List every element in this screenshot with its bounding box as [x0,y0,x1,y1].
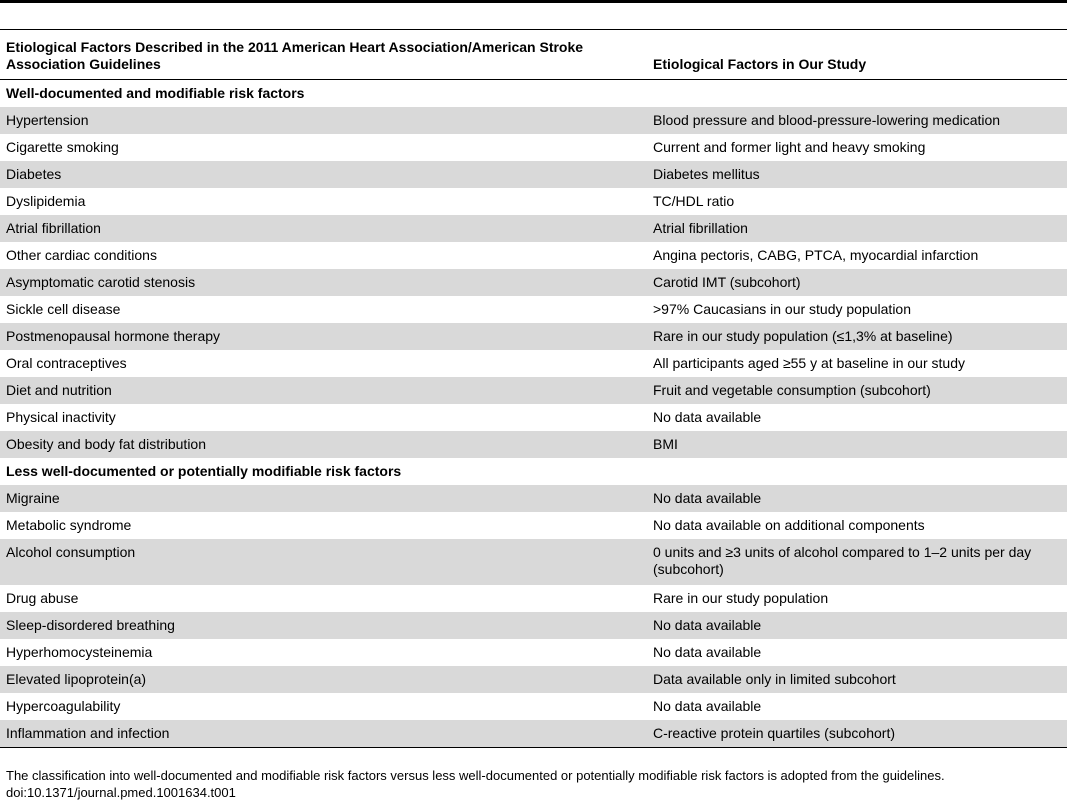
study-factor-cell: C-reactive protein quartiles (subcohort) [650,720,1067,748]
study-factor-cell: Fruit and vegetable consumption (subcohort) [650,377,1067,404]
study-factor-cell: BMI [650,431,1067,458]
table-row [0,666,1067,693]
footnote-doi: doi:10.1371/journal.pmed.1001634.t001 [6,785,236,800]
study-factor-cell: Atrial fibrillation [650,215,1067,242]
table-row [0,269,1067,296]
risk-factor-table [0,30,1067,748]
guideline-factor-cell: Oral contraceptives [6,355,127,371]
table-row [0,296,1067,323]
table-row [0,720,1067,748]
table-footnote [6,767,1064,801]
guideline-factor-cell: Elevated lipoprotein(a) [0,666,650,693]
study-factor-cell: Current and former light and heavy smoking [653,139,926,155]
study-factor-cell: Rare in our study population [653,590,829,606]
column-header-guidelines: Etiological Factors Described in the 2011 American Heart Association/American Stroke Association Guidelines [0,30,650,80]
study-factor-cell: No data available [650,612,1067,639]
guideline-factor-cell: Inflammation and infection [0,720,650,748]
guideline-factor-cell: Migraine [0,485,650,512]
caption-area [0,3,1067,29]
table-row [0,512,1067,539]
table-row [0,612,1067,639]
table-row [0,485,1067,512]
guideline-factor-cell: Postmenopausal hormone therapy [0,323,650,350]
guideline-factor-cell: Hypertension [0,107,650,134]
table-row [0,134,1067,161]
table-row [0,161,1067,188]
guideline-factor-cell: Metabolic syndrome [6,517,132,533]
guideline-factor-cell: Alcohol consumption [0,539,650,585]
table-header-row [0,30,1067,80]
table-row [0,350,1067,377]
section-heading: Less well-documented or potentially modifiable risk factors [6,463,402,479]
guideline-factor-cell: Diabetes [0,161,650,188]
study-factor-cell: Carotid IMT (subcohort) [650,269,1067,296]
guideline-factor-cell: Physical inactivity [6,409,116,425]
guideline-factor-cell: Asymptomatic carotid stenosis [0,269,650,296]
section-heading: Well-documented and modifiable risk factors [6,85,305,101]
table-row [0,377,1067,404]
guideline-factor-cell: Diet and nutrition [0,377,650,404]
guideline-factor-cell: Hypercoagulability [6,698,121,714]
study-factor-cell: Data available only in limited subcohort [650,666,1067,693]
study-factor-cell: >97% Caucasians in our study population [653,301,912,317]
table-body [0,80,1067,748]
guideline-factor-cell: Sickle cell disease [6,301,121,317]
guideline-factor-cell: Dyslipidemia [6,193,86,209]
table-row [0,404,1067,431]
study-factor-cell: No data available [650,485,1067,512]
study-factor-cell: No data available [653,644,762,660]
study-factor-cell [650,80,1067,108]
table-row [0,242,1067,269]
table-row [0,585,1067,612]
table-row [0,431,1067,458]
study-factor-cell: No data available [653,409,762,425]
guideline-factor-cell: Other cardiac conditions [6,247,157,263]
table-row [0,323,1067,350]
study-factor-cell [650,458,1067,485]
study-factor-cell: Diabetes mellitus [650,161,1067,188]
study-factor-cell: Blood pressure and blood-pressure-lowering medication [650,107,1067,134]
study-factor-cell: Angina pectoris, CABG, PTCA, myocardial infarction [653,247,979,263]
table-section-row [0,458,1067,485]
table-row [0,188,1067,215]
column-header-study: Etiological Factors in Our Study [650,30,1067,80]
guideline-factor-cell: Obesity and body fat distribution [0,431,650,458]
guideline-factor-cell: Cigarette smoking [6,139,119,155]
table-section-row [0,80,1067,108]
guideline-factor-cell: Sleep-disordered breathing [0,612,650,639]
study-factor-cell: TC/HDL ratio [653,193,735,209]
guideline-factor-cell: Drug abuse [6,590,79,606]
study-factor-cell: 0 units and ≥3 units of alcohol compared to 1–2 units per day (subcohort) [650,539,1067,585]
table-row [0,639,1067,666]
guideline-factor-cell: Atrial fibrillation [0,215,650,242]
study-factor-cell: Rare in our study population (≤1,3% at baseline) [650,323,1067,350]
table-row [0,693,1067,720]
study-factor-cell: No data available on additional components [653,517,925,533]
study-factor-cell: No data available [653,698,762,714]
table-row [0,539,1067,585]
table-row [0,215,1067,242]
study-factor-cell: All participants aged ≥55 y at baseline in our study [653,355,965,371]
table-row [0,107,1067,134]
guideline-factor-cell: Hyperhomocysteinemia [6,644,153,660]
footnote-text: The classification into well-documented and modifiable risk factors versus less well-documented or potentially modifiable risk factors is adopted from the guidelines. [6,768,945,783]
